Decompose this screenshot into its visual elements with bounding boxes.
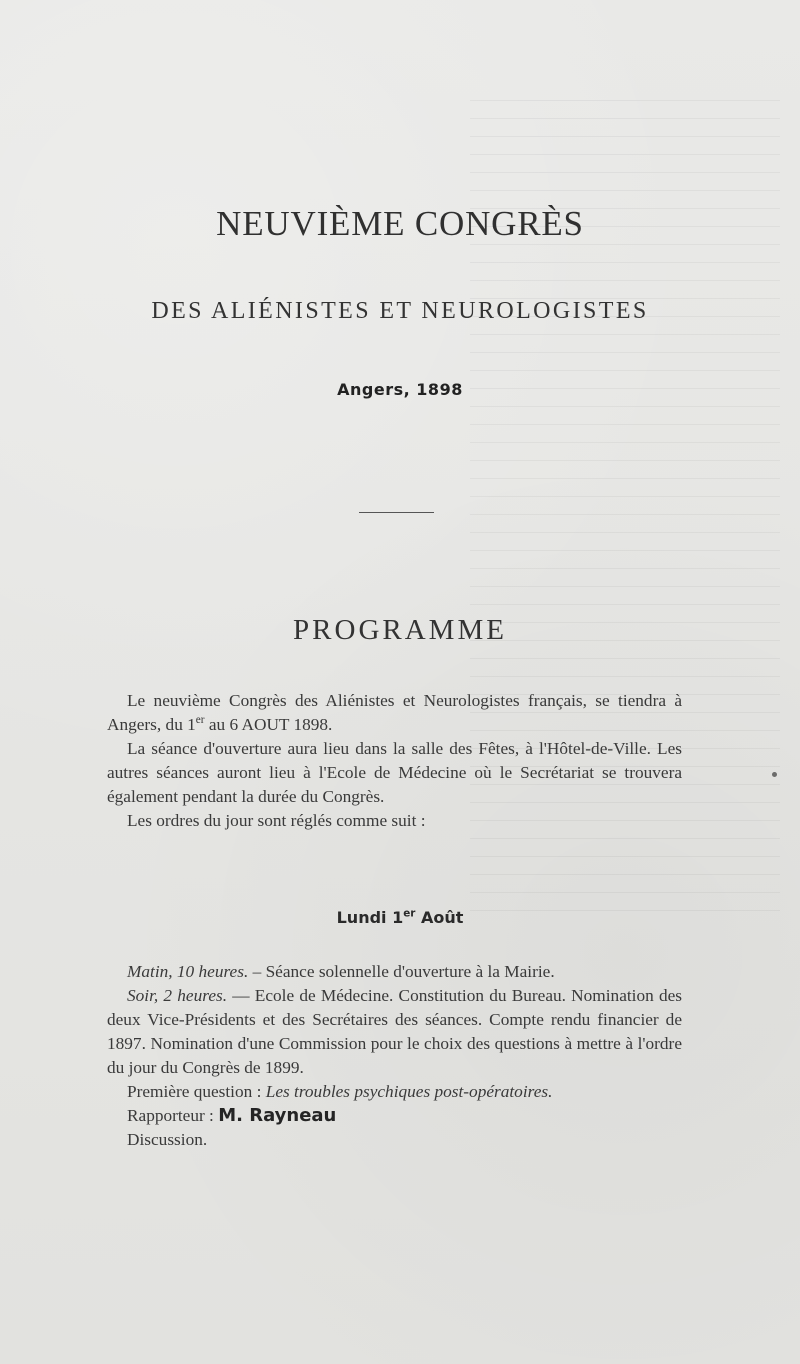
evening-session-text: — Ecole de Médecine. Constitution du Bureau. Nomination des deux Vice-Présidents et des Secrétaires des séances. Compte rendu financier de 1897. Nomination d'une Commission pour le choix des questions à mettre à l'ordre du jour du Congrès de 1899. [107, 986, 683, 1077]
section-divider [359, 512, 434, 513]
location-date: Angers, 1898 [337, 380, 463, 399]
first-question-label: Première question : [127, 1082, 266, 1101]
day-heading-month: Août [415, 908, 464, 927]
main-title: NEUVIÈME CONGRÈS [216, 204, 584, 243]
intro-paragraph-2: La séance d'ouverture aura lieu dans la salle des Fêtes, à l'Hôtel-de-Ville. Les autres séances auront lieu à l'Ecole de Médecine où le Secrétariat se trouvera également pendant la durée du Congrès. [107, 739, 682, 806]
day-heading-text: Lundi 1 [336, 908, 404, 927]
intro-paragraph-3: Les ordres du jour sont réglés comme suit : [127, 811, 426, 830]
day-ordinal-superscript: er [403, 907, 416, 920]
rapporteur-name: M. Rayneau [218, 1105, 337, 1126]
intro-paragraph-1 [107, 689, 682, 737]
scan-speck [772, 772, 777, 777]
morning-session [107, 960, 682, 984]
day-heading [0, 908, 800, 927]
subtitle: DES ALIÉNISTES ET NEUROLOGISTES [151, 298, 649, 324]
intro-section [107, 689, 682, 833]
discussion-line: Discussion. [127, 1130, 208, 1149]
intro-paragraph-1-end: au 6 AOUT 1898. [204, 715, 333, 734]
schedule-section [107, 960, 682, 1152]
first-question [107, 1080, 682, 1104]
evening-session [107, 984, 682, 1080]
morning-session-text: – Séance solennelle d'ouverture à la Mairie. [248, 962, 555, 981]
evening-time-label: Soir, 2 heures. [127, 986, 228, 1005]
morning-time-label: Matin, 10 heures. [127, 962, 249, 981]
intro-paragraph-1-text: Le neuvième Congrès des Aliénistes et Neurologistes français, se tiendra à Angers, du 1 [107, 691, 682, 734]
rapporteur-label: Rapporteur : [127, 1106, 219, 1125]
programme-title: PROGRAMME [293, 614, 507, 646]
ordinal-superscript: er [195, 714, 205, 727]
first-question-title: Les troubles psychiques post-opératoires. [265, 1082, 553, 1101]
rapporteur-line [107, 1104, 682, 1128]
